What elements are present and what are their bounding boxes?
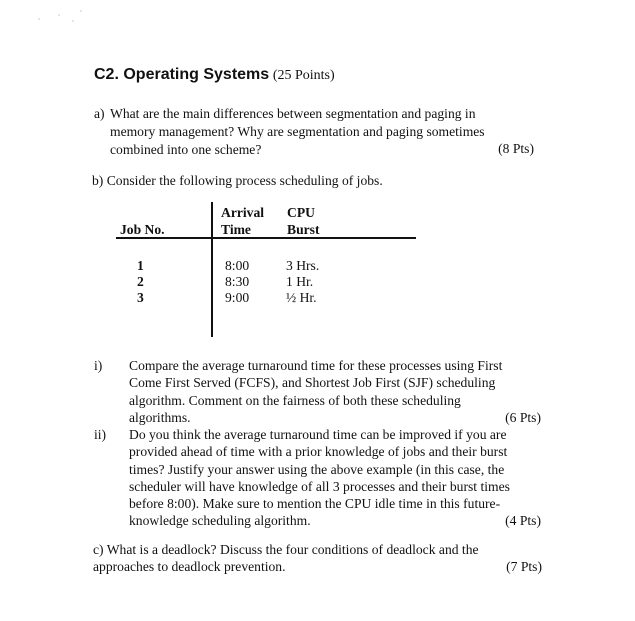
cpu-burst: ½ Hr.	[286, 290, 317, 305]
part-c-points: (7 Pts)	[506, 559, 542, 574]
table-vertical-rule	[211, 202, 213, 337]
arrival-time: 8:30	[225, 274, 250, 289]
header-time: Time	[221, 222, 251, 237]
sub-i-line: Compare the average turnaround time for these processes using First	[129, 358, 503, 373]
job-number: 1	[137, 258, 144, 273]
job-number: 3	[137, 290, 144, 305]
scan-speck	[38, 18, 40, 20]
part-a-line: What are the main differences between segmentation and paging in	[110, 106, 476, 121]
sub-i-label: i)	[94, 358, 103, 373]
sub-ii-label: ii)	[94, 427, 107, 442]
sub-ii-question	[129, 426, 510, 530]
sub-i-line: Come First Served (FCFS), and Shortest Job First (SJF) scheduling	[129, 375, 496, 391]
header-burst: Burst	[287, 222, 320, 237]
sub-ii-line: before 8:00). Make sure to mention the CPU idle time in this future-	[129, 496, 501, 512]
part-c-line: c) What is a deadlock? Discuss the four conditions of deadlock and the	[93, 542, 479, 557]
header-job-no: Job No.	[120, 222, 165, 237]
part-a-question	[110, 105, 485, 159]
header-cpu: CPU	[287, 205, 315, 220]
part-a-line: combined into one scheme?	[110, 142, 262, 157]
header-arrival: Arrival	[221, 205, 265, 220]
section-points: (25 Points)	[272, 68, 335, 83]
job-number: 2	[137, 274, 144, 289]
part-b-label: b)	[92, 173, 104, 188]
scan-speck	[80, 10, 82, 12]
arrival-time: 9:00	[225, 290, 250, 305]
sub-i-question	[129, 357, 502, 426]
part-a-label: a)	[94, 106, 105, 121]
part-a-line: memory management? Why are segmentation and paging sometimes	[110, 124, 485, 139]
sub-i-line: algorithm. Comment on the fairness of both these scheduling	[129, 392, 461, 408]
sub-i-line: algorithms.	[129, 409, 191, 425]
part-b-intro-text: Consider the following process scheduling of jobs.	[106, 173, 383, 188]
section-title	[94, 66, 335, 84]
sub-ii-line: provided ahead of time with a prior knowledge of jobs and their burst	[129, 444, 508, 460]
sub-i-points: (6 Pts)	[505, 410, 541, 425]
section-heading: C2. Operating Systems	[94, 66, 270, 83]
sub-ii-line: times? Justify your answer using the above example (in this case, the	[129, 461, 505, 477]
scan-speck	[72, 20, 74, 22]
part-c-line: approaches to deadlock prevention.	[93, 559, 286, 574]
scan-speck	[58, 14, 60, 16]
sub-ii-line: knowledge scheduling algorithm.	[129, 513, 311, 529]
cpu-burst: 1 Hr.	[286, 274, 314, 289]
arrival-time: 8:00	[225, 258, 250, 273]
sub-ii-line: Do you think the average turnaround time can be improved if you are	[129, 427, 507, 442]
part-b-intro	[92, 172, 383, 190]
part-a-points: (8 Pts)	[498, 141, 534, 156]
sub-ii-points: (4 Pts)	[505, 513, 541, 528]
sub-ii-line: scheduler will have knowledge of all 3 processes and their burst times	[129, 478, 510, 494]
cpu-burst: 3 Hrs.	[286, 258, 320, 273]
